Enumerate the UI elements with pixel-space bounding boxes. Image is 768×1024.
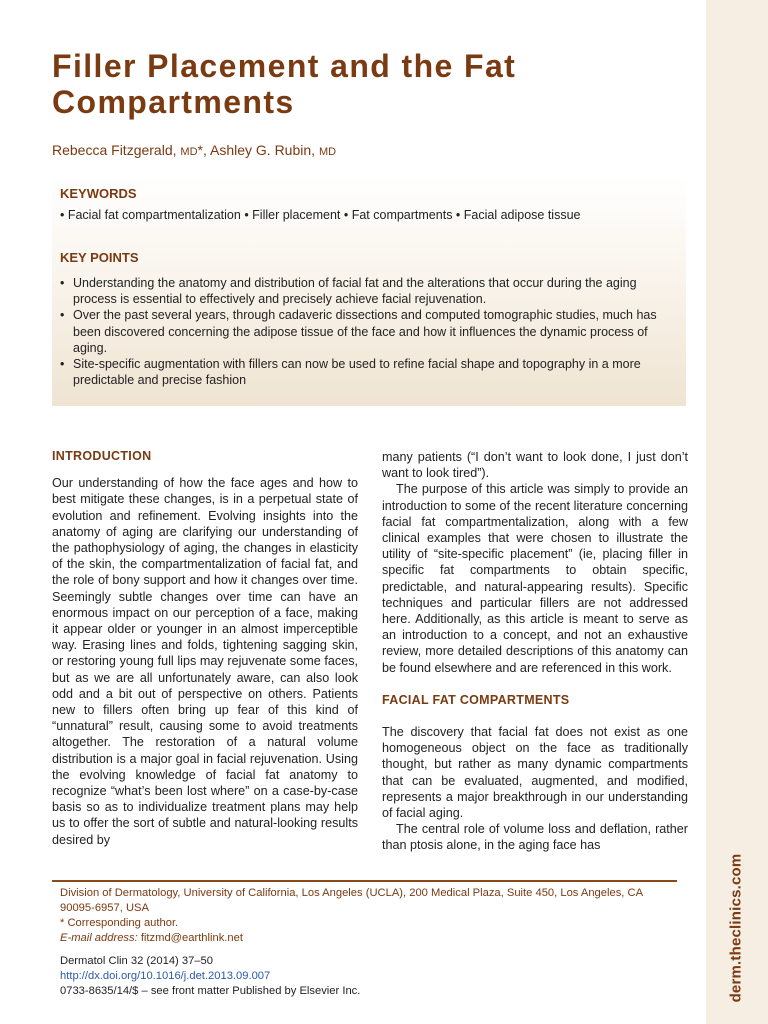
right-column xyxy=(382,449,688,854)
fat-compartments-heading: FACIAL FAT COMPARTMENTS xyxy=(382,692,570,707)
body-paragraph: many patients (“I don’t want to look done, I just don’t want to look tired”). xyxy=(382,450,688,481)
keywords-keypoints-box xyxy=(52,176,686,406)
keywords-list: • Facial fat compartmentalization • Filler placement • Fat compartments • Facial adipose tissue xyxy=(60,208,581,222)
citation-block xyxy=(60,954,680,999)
body-paragraph: The discovery that facial fat does not exist as one homogeneous object on the face as traditionally thought, but rather as many dynamic compartments that can be evaluated, augmented, and modified, represents a major breakthrough in our understanding of facial aging. xyxy=(382,725,688,821)
article-title: Filler Placement and the Fat Compartments xyxy=(52,48,517,120)
keypoints-list xyxy=(60,275,672,388)
author-degree: MD xyxy=(180,146,198,158)
journal-sidebar xyxy=(706,0,768,1024)
introduction-heading: INTRODUCTION xyxy=(52,449,152,463)
author-name: Rebecca Fitzgerald, xyxy=(52,142,177,158)
body-paragraph: The purpose of this article was simply to provide an introduction to some of the recent literature concerning facial fat compartmentalization, along with a few clinical examples that were chosen to illustrate the utility of “site-specific placement” (ie, placing filler in specific fat compartments to obtain specific, predictable, and natural-appearing results). Specific techniques and particular fillers are not addressed here. Additionally, as this article is meant to serve as an introduction to a concept, and not an exhaustive review, more detailed descriptions of this anatomy can be found elsewhere and are referenced in this work. xyxy=(382,482,688,675)
footnotes xyxy=(60,886,680,946)
corresponding-mark: *, xyxy=(197,142,207,158)
email-label: E-mail address: xyxy=(60,932,138,944)
author-name: Ashley G. Rubin, xyxy=(209,142,316,158)
affiliation-note: Division of Dermatology, University of California, Los Angeles (UCLA), 200 Medical Plaza, Suite 450, Los Angeles, CA 90095-6957, USA xyxy=(60,887,643,914)
body-paragraph: Our understanding of how the face ages and how to best mitigate these changes, is in a perpetual state of evolution and refinement. Evolving insights into the anatomy of aging are clarifying our understanding of the pathophysiology of aging, the changes in elasticity of the skin, the compartmentalization of facial fat, and the role of bony support and how it changes over time. Seemingly subtle changes over time can have an enormous impact on our perception of a face, making it appear older or younger in an almost imperceptible way. Erasing lines and folds, tightening sagging skin, or restoring young full lips may rejuvenate some faces, but as we are all unfortunately aware, can also look odd and a bit out of perspective on others. Patients new to fillers often bring up fear of this kind of “unnatural” result, causing some to avoid treatments altogether. The restoration of a natural volume distribution is a major goal in facial rejuvenation. Using the evolving knowledge of facial fat anatomy to recognize “what’s been lost where” on a case-by-case basis so as to individualize treatment plans may help us to offer the sort of subtle and natural-looking results desired by xyxy=(52,476,358,847)
corresponding-author-note: * Corresponding author. xyxy=(60,917,179,929)
author-line xyxy=(52,142,336,158)
issn-line: 0733-8635/14/$ – see front matter Published by Elsevier Inc. xyxy=(60,985,361,997)
keypoint-item: • Site-specific augmentation with fillers can now be used to refine facial shape and topography in a more predictable and precise fashion xyxy=(60,356,672,388)
keypoint-item: • Over the past several years, through cadaveric dissections and computed tomographic studies, much has been discovered concerning the adipose tissue of the face and how it influences the dynamic process of aging. xyxy=(60,307,672,356)
email-line xyxy=(60,931,680,946)
doi-link[interactable]: http://dx.doi.org/10.1016/j.det.2013.09.007 xyxy=(60,970,271,982)
keywords-heading: KEYWORDS xyxy=(60,186,137,201)
author-degree: MD xyxy=(318,146,337,158)
email-link[interactable]: fitzmd@earthlink.net xyxy=(140,932,243,944)
footnote-divider xyxy=(52,880,677,882)
left-column xyxy=(52,448,358,848)
keypoint-item: • Understanding the anatomy and distribution of facial fat and the alterations that occur during the aging process is essential to effectively and precisely achieve facial rejuvenation. xyxy=(60,275,672,307)
journal-reference: Dermatol Clin 32 (2014) 37–50 xyxy=(60,955,213,967)
journal-website: derm.theclinics.com xyxy=(727,853,745,1003)
body-paragraph: The central role of volume loss and deflation, rather than ptosis alone, in the aging face has xyxy=(382,822,688,853)
keypoints-heading: KEY POINTS xyxy=(60,250,139,265)
